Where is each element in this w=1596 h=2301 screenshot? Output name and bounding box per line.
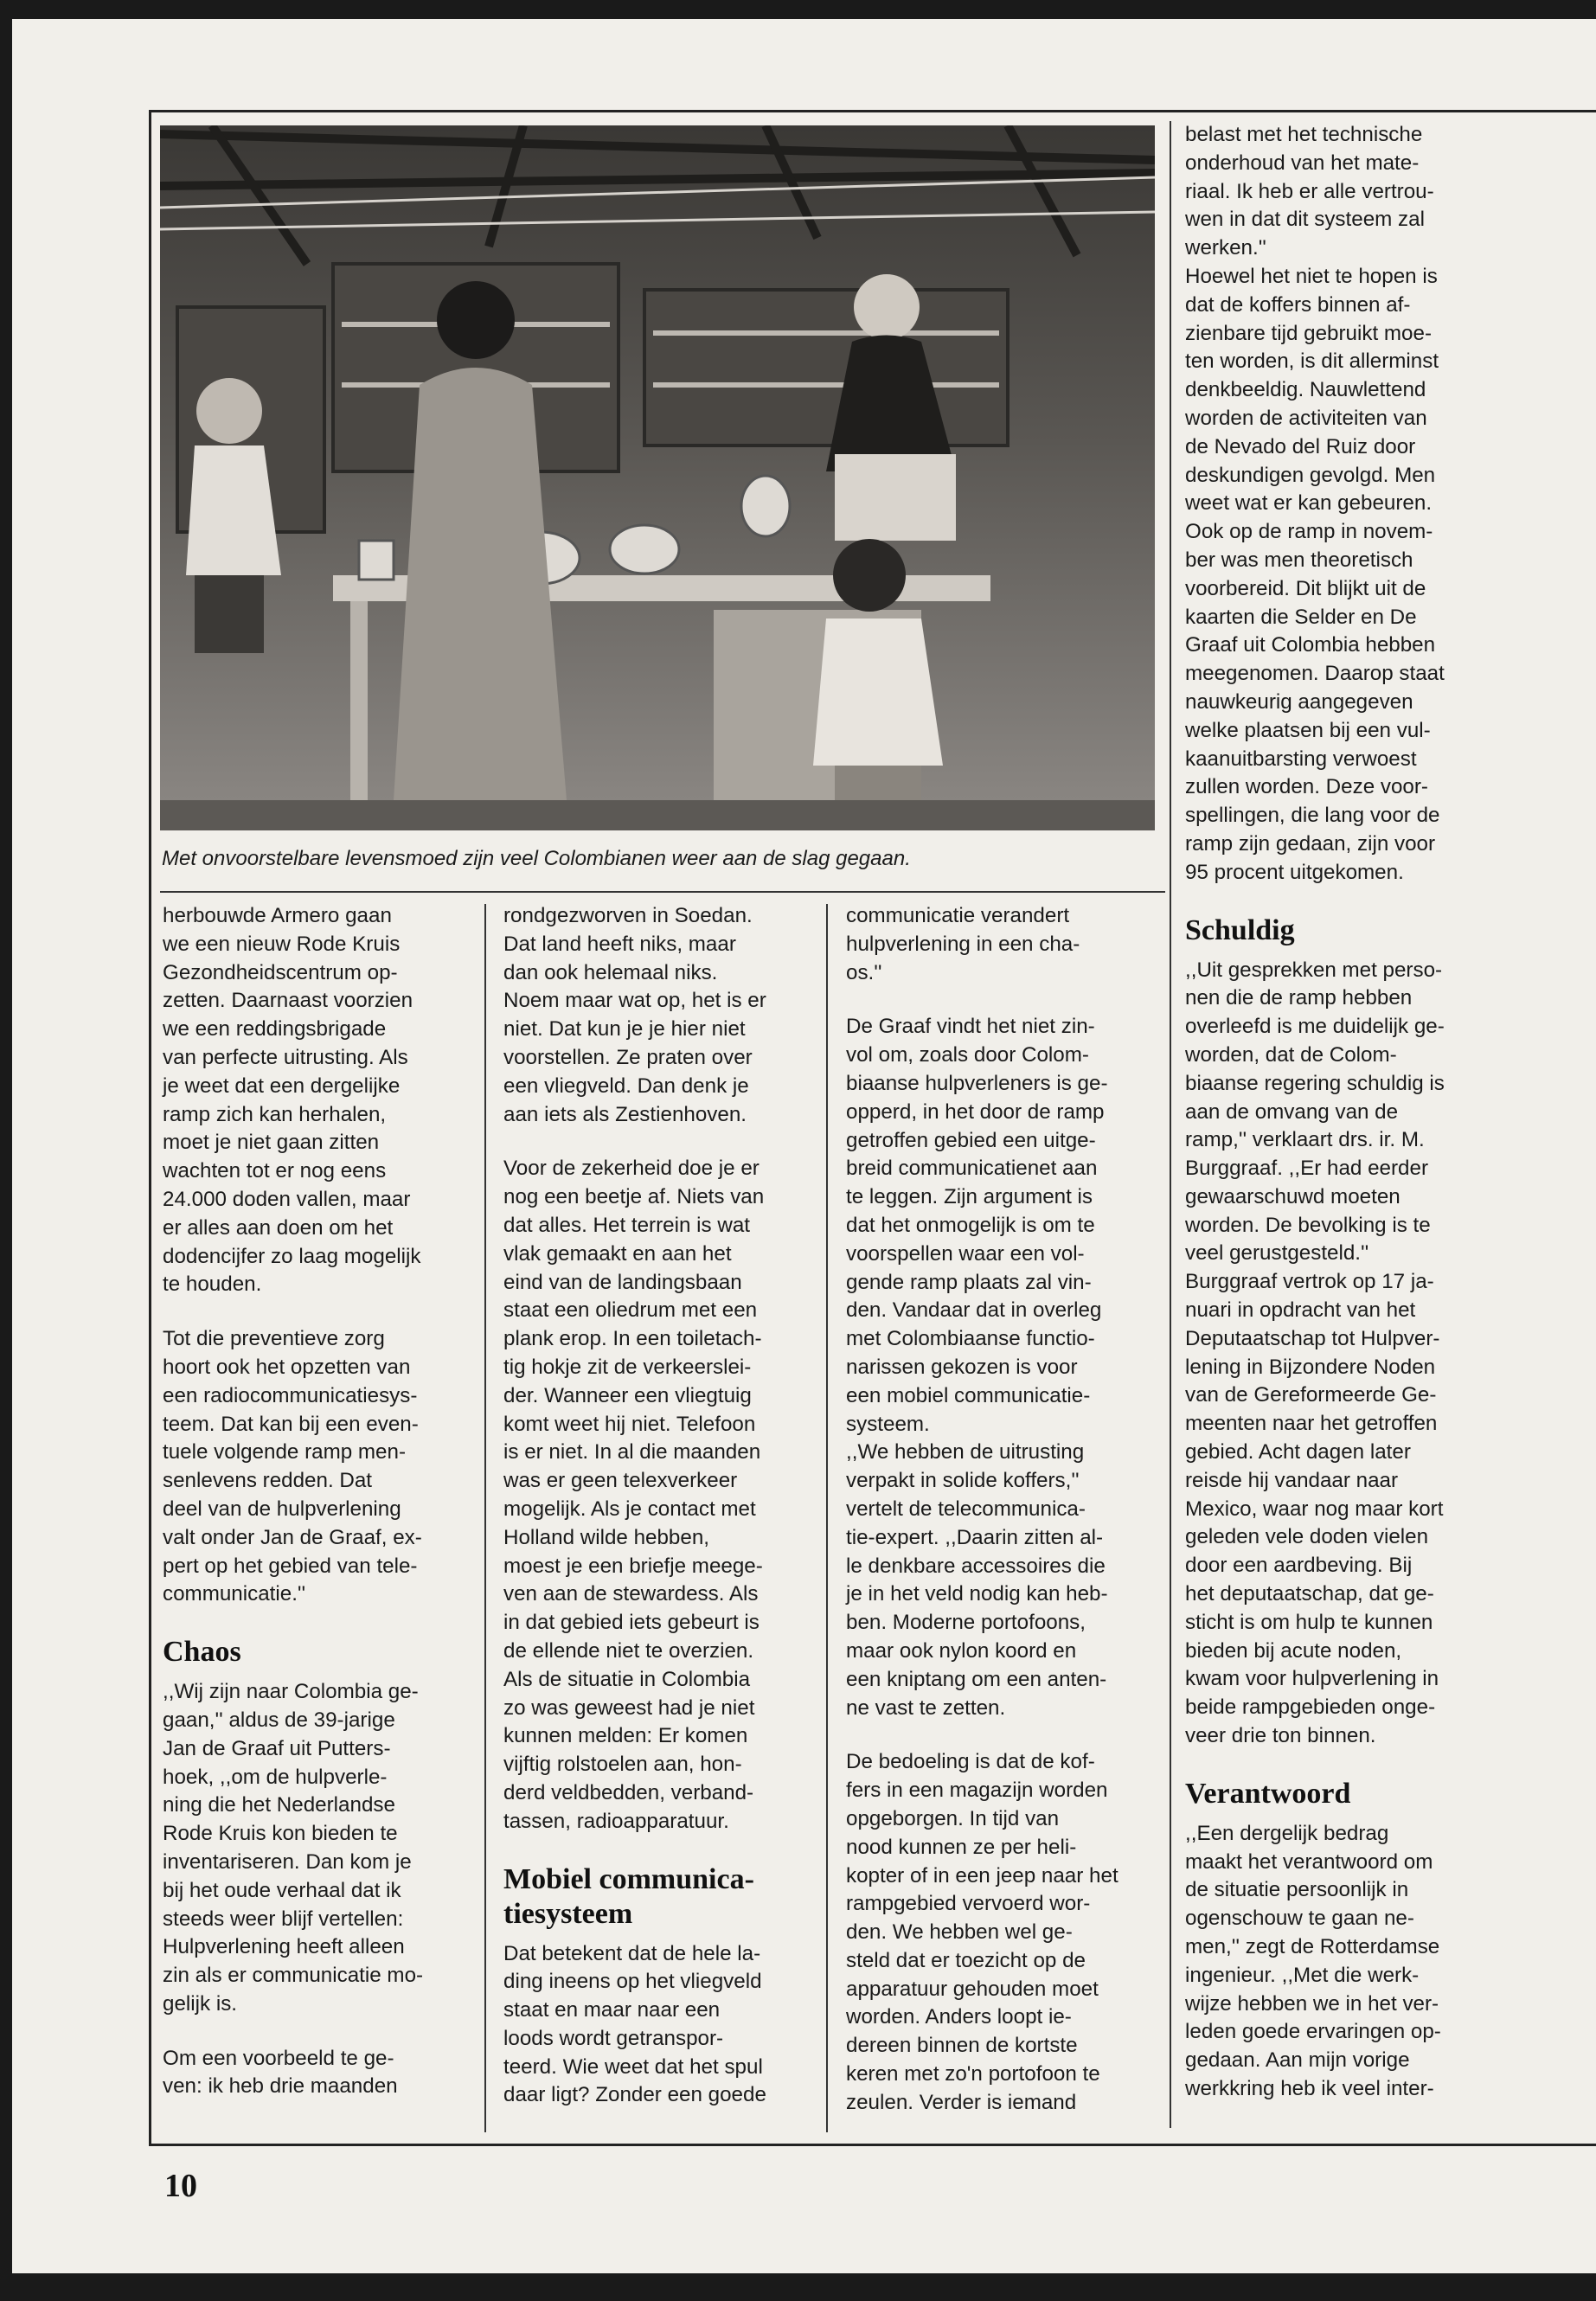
paragraph: Dat betekent dat de hele la- ding ineens op het vliegveld staat en maar naar een loods wordt getranspor- teerd. Wie weet dat het spul daar ligt? Zonder een goede xyxy=(503,1941,766,2107)
paragraph: belast met het technische onderhoud van het mate- riaal. Ik heb er alle vertrou- wen in dat dit systeem zal werken.'' Hoewel het niet te hopen is dat de koffers binnen af- zienbare tijd gebruikt moe- ten worden, is dit allerminst denkbeeldig. Nauwlettend worden de activiteiten van de Nevado del Ruiz door deskundigen gevolgd. Men weet wat er kan gebeuren. Ook op de ramp in novem- ber was men theoretisch voorbereid. Dit blijkt uit de kaarten die Selder en De Graaf uit Colombia hebben meegenomen. Daarop staat nauwkeurig aangegeven welke plaatsen bij een vul- kaanuitbarsting verwoest zullen worden. Deze voor- spellingen, die lang voor de ramp zijn gedaan, zijn voor 95 procent uitgekomen. xyxy=(1185,123,1445,884)
photograph-icon xyxy=(160,125,1155,830)
scan-edge-top xyxy=(0,0,1596,19)
scan-edge-left xyxy=(0,0,12,2301)
article-column-4 xyxy=(1185,121,1497,2130)
paragraph: rondgezworven in Soedan. Dat land heeft niks, maar dan ook helemaal niks. Noem maar wat op, het is er niet. Dat kun je je hier niet voorstellen. Ze praten over een vliegveld. Dan denk je aan iets als Zestienhoven. xyxy=(503,904,766,1126)
paragraph: ,,Uit gesprekken met perso- nen die de ramp hebben overleefd is me duidelijk ge- worden, dat de Colom- biaanse regering schuldig is aan de omvang van de ramp,'' verklaart drs. ir. M. Burggraaf. ,,Er had eerder gewaarschuwd moeten worden. De bevolking is te veel gerustgesteld.'' Burggraaf vertrok op 17 ja- nuari in opdracht van het Deputaatschap tot Hulpver- lening in Bijzondere Noden van de Gereformeerde Ge- meenten naar het getroffen gebied. Acht dagen later reisde hij vandaar naar Mexico, waar nog maar kort geleden vele doden vielen door een aardbeving. Bij het deputaatschap, dat ge- sticht is om hulp te kunnen bieden bij acute noden, kwam voor hulpverlening in beide rampgebieden onge- veer drie ton binnen. xyxy=(1185,958,1445,1748)
scan-edge-bottom xyxy=(0,2273,1596,2301)
paragraph: communicatie verandert hulpverlening in een cha- os.'' xyxy=(846,904,1080,984)
article-column-1 xyxy=(163,902,465,2127)
paragraph: ,,Een dergelijk bedrag maakt het verantwoord om de situatie persoonlijk in ogenschouw te gaan ne- men,'' zegt de Rotterdamse ingenieur. ,,Met die werk- wijze hebben we in het ver- leden goede ervaringen op- gedaan. Aan mijn vorige werkkring heb ik veel inter- xyxy=(1185,1821,1441,2100)
column-rule-1 xyxy=(484,904,486,2132)
section-heading-mobiel: Mobiel communica- tiesysteem xyxy=(503,1862,754,1930)
photograph xyxy=(160,125,1155,830)
paragraph: Voor de zekerheid doe je er nog een beetje af. Niets van dat alles. Het terrein is wat vlak gemaakt en aan het eind van de landingsbaan staat een oliedrum met een plank erop. In een toiletach- tig hokje zit de verkeerslei- der. Wanneer een vliegtuig komt weet hij niet. Telefoon is er niet. In al die maanden was er geen telexverkeer mogelijk. Als je contact met Holland wilde hebben, moest je een briefje meege- ven aan de stewardess. Als in dat gebied iets gebeurt is de ellende niet te overzien. Als de situatie in Colombia zo was geweest had je niet kunnen melden: Er komen vijftig rolstoelen aan, hon- derd veldbedden, verband- tassen, radioapparatuur. xyxy=(503,1157,765,1833)
frame-border-left xyxy=(149,110,151,2146)
section-heading-verantwoord: Verantwoord xyxy=(1185,1777,1351,1810)
page-number: 10 xyxy=(164,2168,197,2204)
paragraph: De bedoeling is dat de kof- fers in een magazijn worden opgeborgen. In tijd van nood kunnen ze per heli- kopter of in een jeep naar het rampgebied vervoerd wor- den. We hebben wel ge- steld dat er toezicht op de apparatuur gehouden moet worden. Anders loopt ie- dereen binnen de kortste keren met zo'n portofoon te zeulen. Verder is iemand xyxy=(846,1750,1118,2114)
section-heading-schuldig: Schuldig xyxy=(1185,913,1295,946)
paragraph: Tot die preventieve zorg hoort ook het opzetten van een radiocommunicatiesys- teem. Dat kan bij een even- tuele volgende ramp men- senlevens redden. Dat deel van de hulpverlening valt onder Jan de Graaf, ex- pert op het gebied van tele- communicatie.'' xyxy=(163,1327,422,1606)
paragraph: ,,Wij zijn naar Colombia ge- gaan,'' aldus de 39-jarige Jan de Graaf uit Putters- hoek, ,,om de hulpverle- ning die het Nederlandse Rode Kruis kon bieden te inventariseren. Dan kom je bij het oude verhaal dat ik steeds weer blijf vertellen: Hulpverlening heeft alleen zin als er communicatie mo- gelijk is. xyxy=(163,1680,424,2016)
paragraph: De Graaf vindt het niet zin- vol om, zoals door Colom- biaanse hulpverleners is ge- opperd, in het door de ramp getroffen gebied een uitge- breid communicatienet aan te leggen. Zijn argument is dat het onmogelijk is om te voorspellen waar een vol- gende ramp plaats zal vin- den. Vandaar dat in overleg met Colombiaanse functio- narissen gekozen is voor een mobiel communicatie- systeem. ,,We hebben de uitrusting verpakt in solide koffers,'' vertelt de telecommunica- tie-expert. ,,Daarin zitten al- le denkbare accessoires die je in het veld nodig kan heb- ben. Moderne portofoons, maar ook nylon koord en een kniptang om een anten- ne vast te zetten. xyxy=(846,1015,1108,1720)
section-heading-chaos: Chaos xyxy=(163,1636,241,1669)
column-rule-2 xyxy=(826,904,828,2132)
article-column-3 xyxy=(846,902,1153,2144)
column-rule-3 xyxy=(1170,121,1171,2128)
frame-border-top xyxy=(149,110,1596,112)
paragraph: Om een voorbeeld te ge- ven: ik heb drie maanden xyxy=(163,2046,398,2099)
frame-border-bottom xyxy=(149,2144,1596,2146)
photo-caption: Met onvoorstelbare levensmoed zijn veel Colombianen weer aan de slag gegaan. xyxy=(162,847,911,870)
caption-rule xyxy=(160,891,1165,893)
article-column-2 xyxy=(503,902,811,2136)
paragraph: herbouwde Armero gaan we een nieuw Rode Kruis Gezondheidscentrum op- zetten. Daarnaast voorzien we een reddingsbrigade van perfecte uitrusting. Als je weet dat een dergelijke ramp zich kan herhalen, moet je niet gaan zitten wachten tot er nog eens 24.000 doden vallen, maar er alles aan doen om het dodencijfer zo laag mogelijk te houden. xyxy=(163,904,421,1297)
